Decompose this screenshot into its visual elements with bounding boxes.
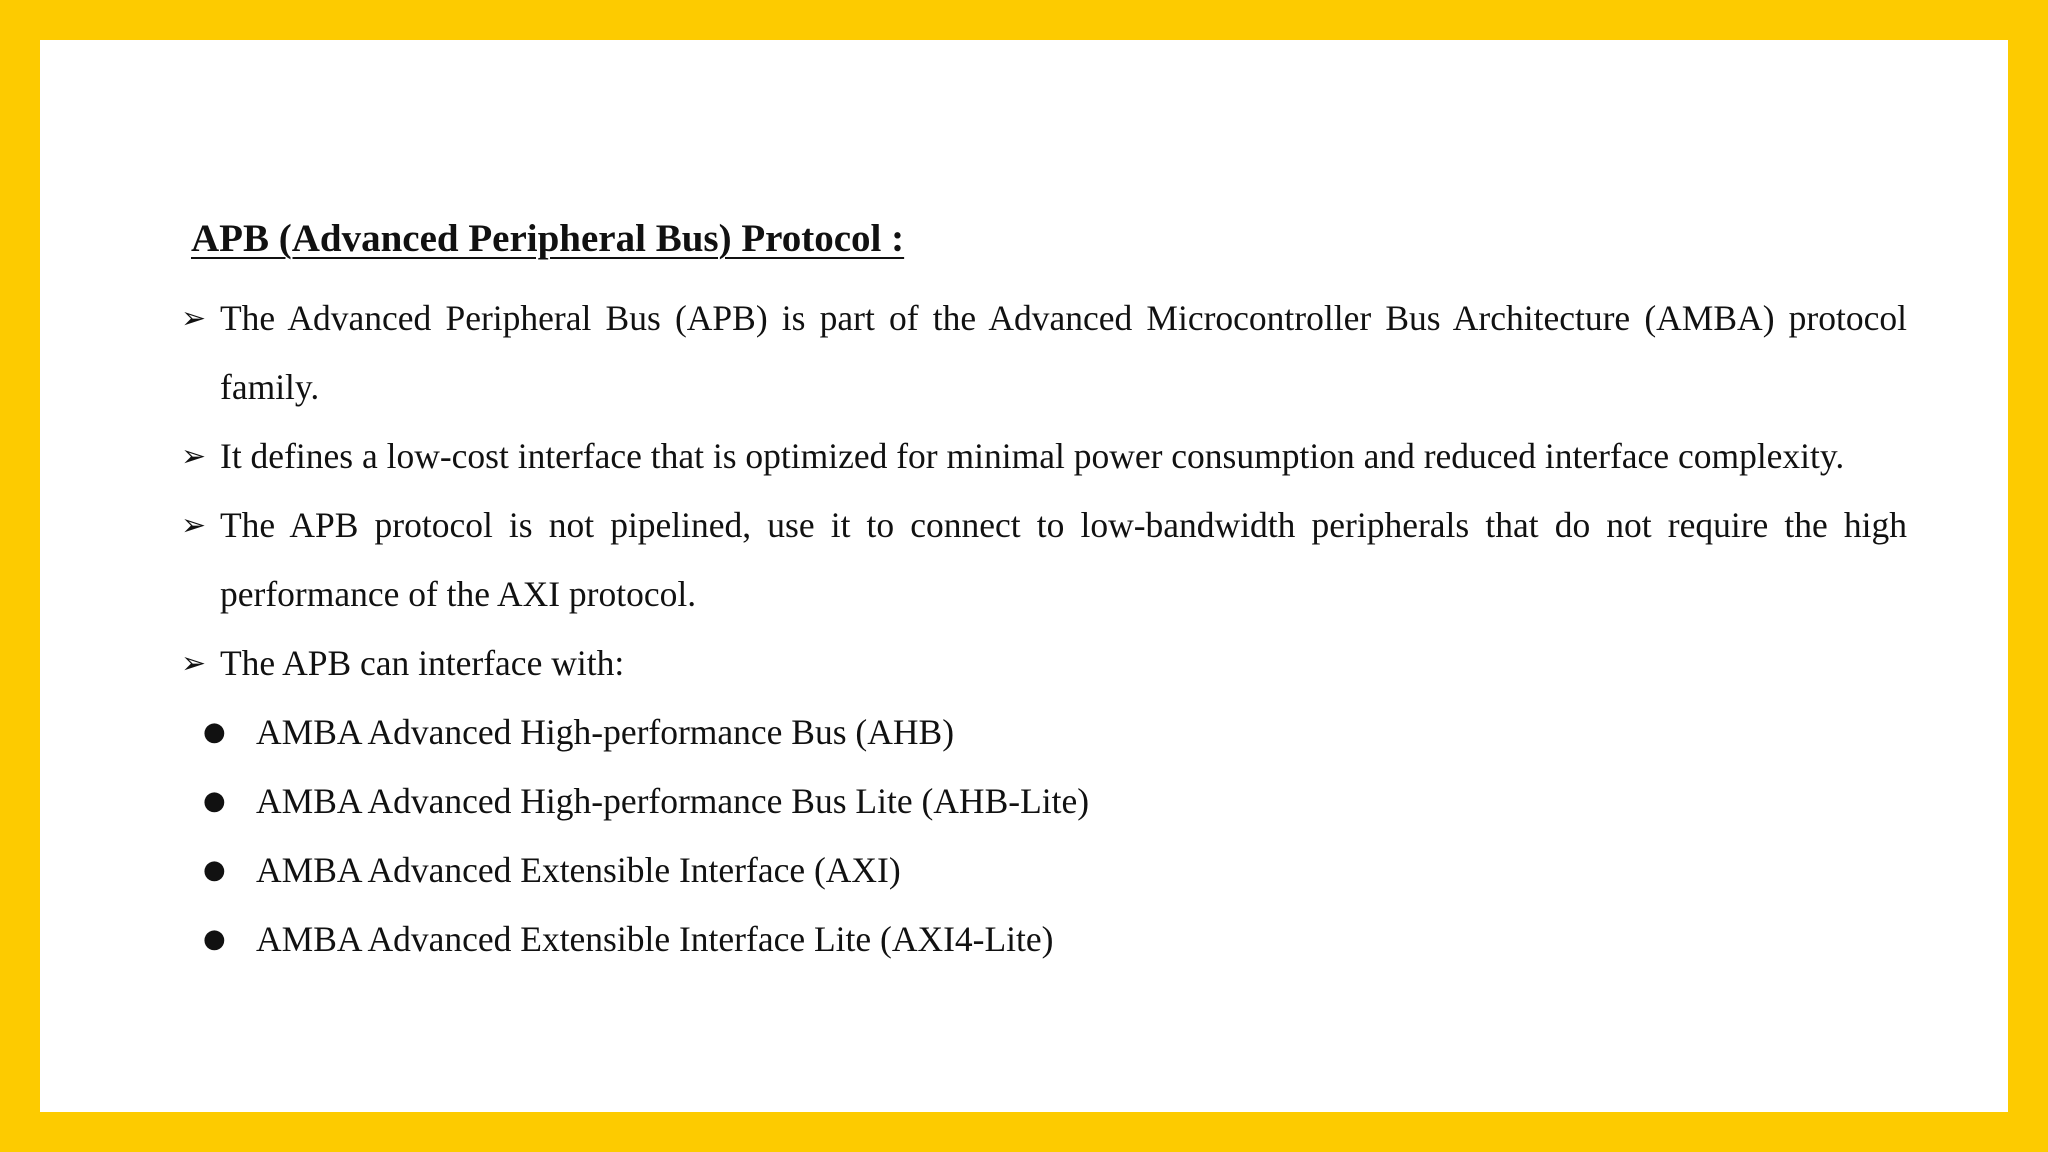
- sub-list-item-text: AMBA Advanced High-performance Bus (AHB): [256, 712, 955, 752]
- sub-list-item: [181, 767, 1907, 836]
- dot-bullet-icon: ●: [203, 786, 226, 816]
- dot-bullet-icon: ●: [203, 855, 226, 885]
- list-item-text: The Advanced Peripheral Bus (APB) is part of the Advanced Microcontroller Bus Architecture (AMBA) protocol family.: [220, 298, 1907, 407]
- sub-list-item-text: AMBA Advanced High-performance Bus Lite (AHB-Lite): [256, 781, 1090, 821]
- sub-list-item: [181, 836, 1907, 905]
- dot-bullet-icon: ●: [203, 924, 226, 954]
- slide-title: APB (Advanced Peripheral Bus) Protocol :: [191, 217, 905, 260]
- arrow-bullet-icon: ➢: [181, 646, 207, 681]
- list-item-text: The APB protocol is not pipelined, use it to connect to low-bandwidth peripherals that do not require the high performance of the AXI protocol.: [220, 505, 1907, 614]
- list-item-text: It defines a low-cost interface that is optimized for minimal power consumption and reduced interface complexity.: [220, 436, 1845, 476]
- list-item: [181, 629, 1907, 698]
- list-item: [181, 422, 1907, 491]
- arrow-bullet-icon: ➢: [181, 439, 207, 474]
- sub-list-item: [181, 698, 1907, 767]
- slide-content: [181, 210, 1907, 974]
- sub-list-item-text: AMBA Advanced Extensible Interface Lite (AXI4-Lite): [256, 919, 1054, 959]
- list-item-text: The APB can interface with:: [220, 643, 625, 683]
- arrow-bullet-icon: ➢: [181, 301, 207, 336]
- dot-bullet-icon: ●: [203, 717, 226, 747]
- arrow-bullet-icon: ➢: [181, 508, 207, 543]
- list-item: [181, 284, 1907, 422]
- sub-list-item: [181, 905, 1907, 974]
- list-item: [181, 491, 1907, 629]
- sub-list-item-text: AMBA Advanced Extensible Interface (AXI): [256, 850, 901, 890]
